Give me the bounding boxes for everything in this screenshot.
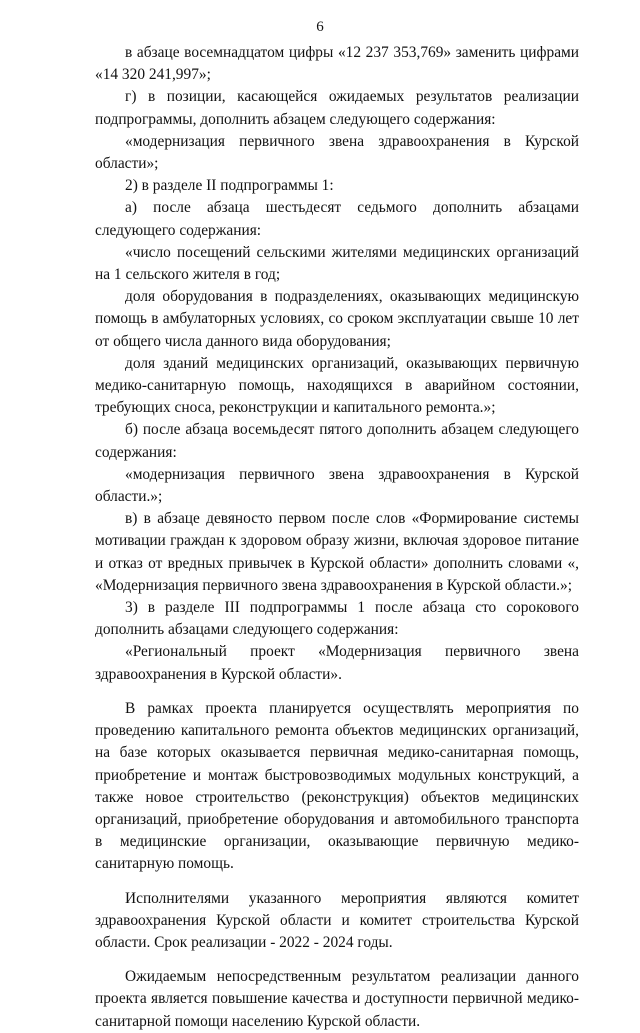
paragraph: в) в абзаце девяносто первом после слов «Формирование системы мотивации граждан к здоровом образу жизни, включая здоровое питание и отказ от вредных привычек в Курской области» дополнить словами «, «Модернизация первичного звена здравоохранения в Курской области.»; — [95, 510, 579, 594]
paragraph: В рамках проекта планируется осуществлять мероприятия по проведению капитального ремонта объектов медицинских организаций, на базе которых оказывается первичная медико-санитарная помощь, приобретение и монтаж быстровозводимых модульных конструкций, а также новое строительство (реконструкция) объектов медицинских организаций, приобретение оборудования и автомобильного транспорта в медицинские организации, оказывающие первичную медико-санитарную помощь. — [95, 699, 579, 873]
paragraph: доля оборудования в подразделениях, оказывающих медицинскую помощь в амбулаторных условиях, со сроком эксплуатации свыше 10 лет от общего числа данного вида оборудования; — [95, 288, 579, 350]
paragraph: «модернизация первичного звена здравоохранения в Курской области.»; — [95, 465, 579, 506]
paragraph: Исполнителями указанного мероприятия являются комитет здравоохранения Курской области и комитет строительства Курской области. Срок реализации - 2022 - 2024 годы. — [95, 889, 579, 951]
paragraph: а) после абзаца шестьдесят седьмого дополнить абзацами следующего содержания: — [95, 199, 579, 239]
paragraph: доля зданий медицинских организаций, оказывающих первичную медико-санитарную помощь, находящихся в аварийном состоянии, требующих сноса, реконструкции и капитального ремонта.»; — [95, 354, 579, 417]
paragraph: «Региональный проект «Модернизация первичного звена здравоохранения в Курской области». — [95, 643, 579, 683]
page-number: 6 — [316, 19, 324, 35]
paragraph: «модернизация первичного звена здравоохранения в Курской области»; — [95, 132, 579, 173]
document-body — [95, 42, 579, 1033]
paragraph: 3) в разделе III подпрограммы 1 после абзаца сто сорокового дополнить абзацами следующего содержания: — [95, 599, 579, 639]
paragraph: б) после абзаца восемьдесят пятого дополнить абзацем следующего содержания: — [95, 421, 579, 461]
paragraph: г) в позиции, касающейся ожидаемых результатов реализации подпрограммы, дополнить абзацем следующего содержания: — [95, 88, 579, 128]
paragraph: «число посещений сельскими жителями медицинских организаций на 1 сельского жителя в год; — [95, 243, 579, 284]
paragraph: в абзаце восемнадцатом цифры «12 237 353,769» заменить цифрами «14 320 241,997»; — [95, 44, 579, 84]
paragraph: 2) в разделе II подпрограммы 1: — [125, 177, 334, 195]
paragraph: Ожидаемым непосредственным результатом реализации данного проекта является повышение качества и доступности первичной медико-санитарной помощи населению Курской области. — [95, 968, 579, 1030]
